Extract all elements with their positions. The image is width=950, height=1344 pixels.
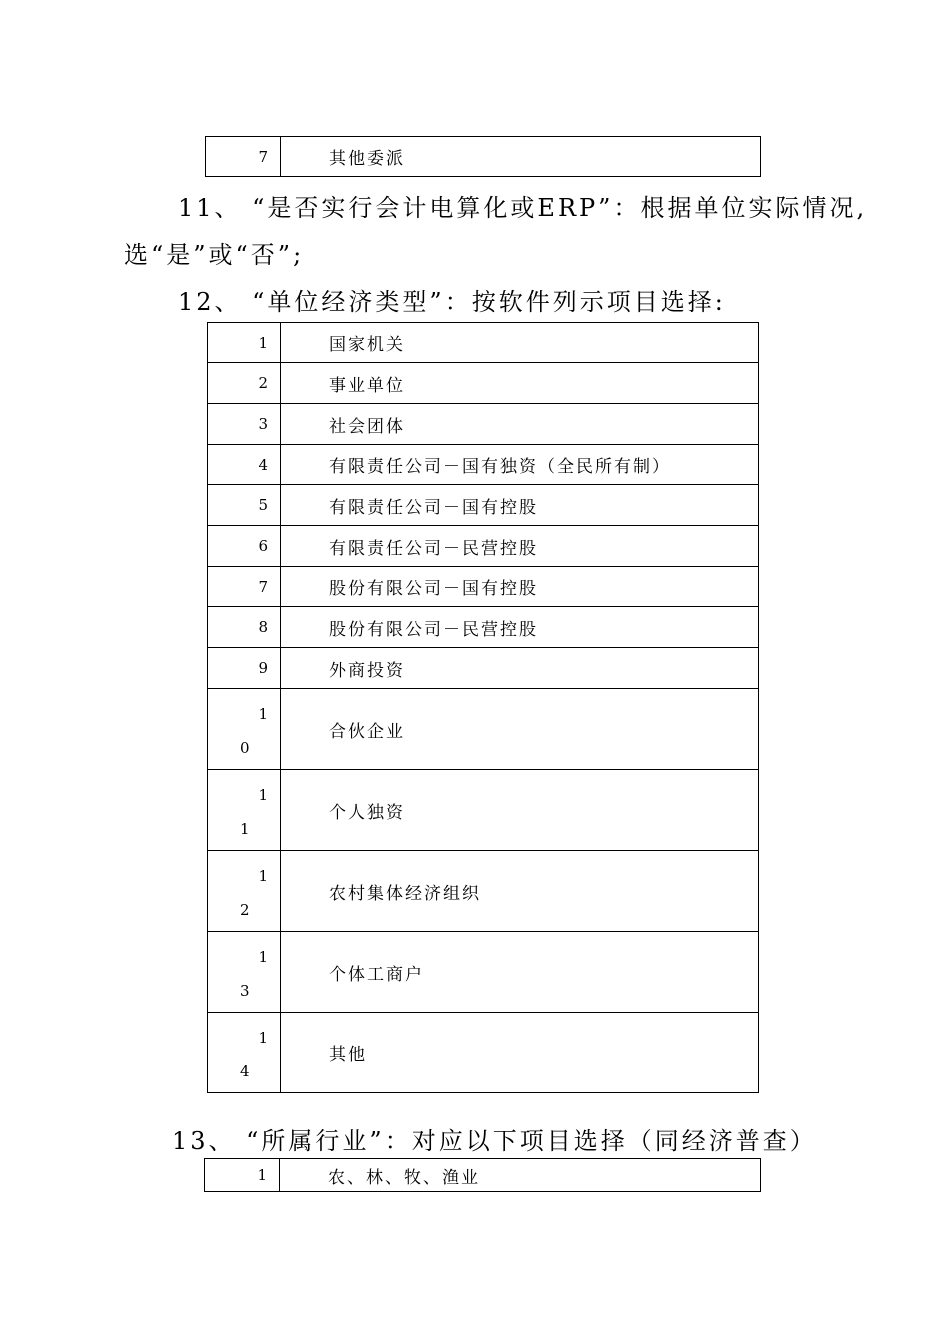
- row-number-digit-1: 1: [258, 705, 268, 723]
- row-label: 农、林、牧、渔业: [280, 1159, 761, 1192]
- row-label: 有限责任公司－民营控股: [281, 526, 759, 567]
- section-13-heading: 13、 “所属行业”：对应以下项目选择（同经济普查）: [172, 1127, 817, 1155]
- row-number: 7: [208, 567, 281, 607]
- row-number-digit-1: 1: [258, 948, 268, 966]
- row-label: 个体工商户: [281, 932, 759, 1013]
- row-number-digit-1: 1: [258, 1029, 268, 1047]
- table-row: [208, 1013, 759, 1093]
- row-label: 个人独资: [281, 770, 759, 851]
- row-label: 国家机关: [281, 323, 759, 363]
- table-row: [208, 363, 759, 404]
- row-label: 有限责任公司－国有控股: [281, 485, 759, 526]
- row-number-digit-1: 1: [258, 786, 268, 804]
- table-row: [208, 404, 759, 445]
- row-number: 3: [208, 404, 281, 445]
- row-number-digit-2: 4: [240, 1062, 250, 1080]
- row-label: 股份有限公司－国有控股: [281, 567, 759, 607]
- row-label: 合伙企业: [281, 689, 759, 770]
- table-row: [208, 485, 759, 526]
- row-number: 6: [208, 526, 281, 567]
- row-number: [208, 851, 281, 932]
- row-number: 5: [208, 485, 281, 526]
- row-label: 股份有限公司－民营控股: [281, 607, 759, 648]
- row-number-digit-2: 0: [240, 739, 250, 757]
- row-number: [208, 689, 281, 770]
- table-row: [208, 648, 759, 689]
- row-label: 农村集体经济组织: [281, 851, 759, 932]
- table-row: [208, 689, 759, 770]
- table-row: [208, 851, 759, 932]
- industry-table: [204, 1158, 761, 1192]
- table-row: [208, 932, 759, 1013]
- row-number: 1: [208, 323, 281, 363]
- row-number: 2: [208, 363, 281, 404]
- row-label: 社会团体: [281, 404, 759, 445]
- table-row: [208, 770, 759, 851]
- row-number-digit-2: 1: [240, 820, 250, 838]
- section-12-heading: 12、 “单位经济类型”：按软件列示项目选择:: [178, 288, 726, 316]
- row-number-digit-1: 1: [258, 867, 268, 885]
- section-11-line-2: 选“是”或“否”;: [124, 241, 305, 269]
- table-row: [208, 567, 759, 607]
- table-row: [208, 445, 759, 485]
- row-label: 外商投资: [281, 648, 759, 689]
- row-number-digit-2: 3: [240, 982, 250, 1000]
- row-number: [208, 1013, 281, 1093]
- row-label: 其他委派: [281, 137, 761, 177]
- section-11-line-1: 11、 “是否实行会计电算化或ERP”：根据单位实际情况,: [178, 194, 868, 222]
- row-number: 7: [206, 137, 281, 177]
- row-number: [208, 932, 281, 1013]
- row-number-digit-2: 2: [240, 901, 250, 919]
- economic-type-table: [207, 322, 759, 1093]
- table-row: [205, 1159, 761, 1192]
- table-row: [206, 137, 761, 177]
- table-row: [208, 323, 759, 363]
- top-table: [205, 136, 761, 177]
- row-label: 其他: [281, 1013, 759, 1093]
- table-row: [208, 607, 759, 648]
- row-number: 1: [205, 1159, 280, 1192]
- row-number: 9: [208, 648, 281, 689]
- row-number: [208, 770, 281, 851]
- row-label: 有限责任公司－国有独资（全民所有制）: [281, 445, 759, 485]
- table-row: [208, 526, 759, 567]
- row-number: 4: [208, 445, 281, 485]
- row-number: 8: [208, 607, 281, 648]
- row-label: 事业单位: [281, 363, 759, 404]
